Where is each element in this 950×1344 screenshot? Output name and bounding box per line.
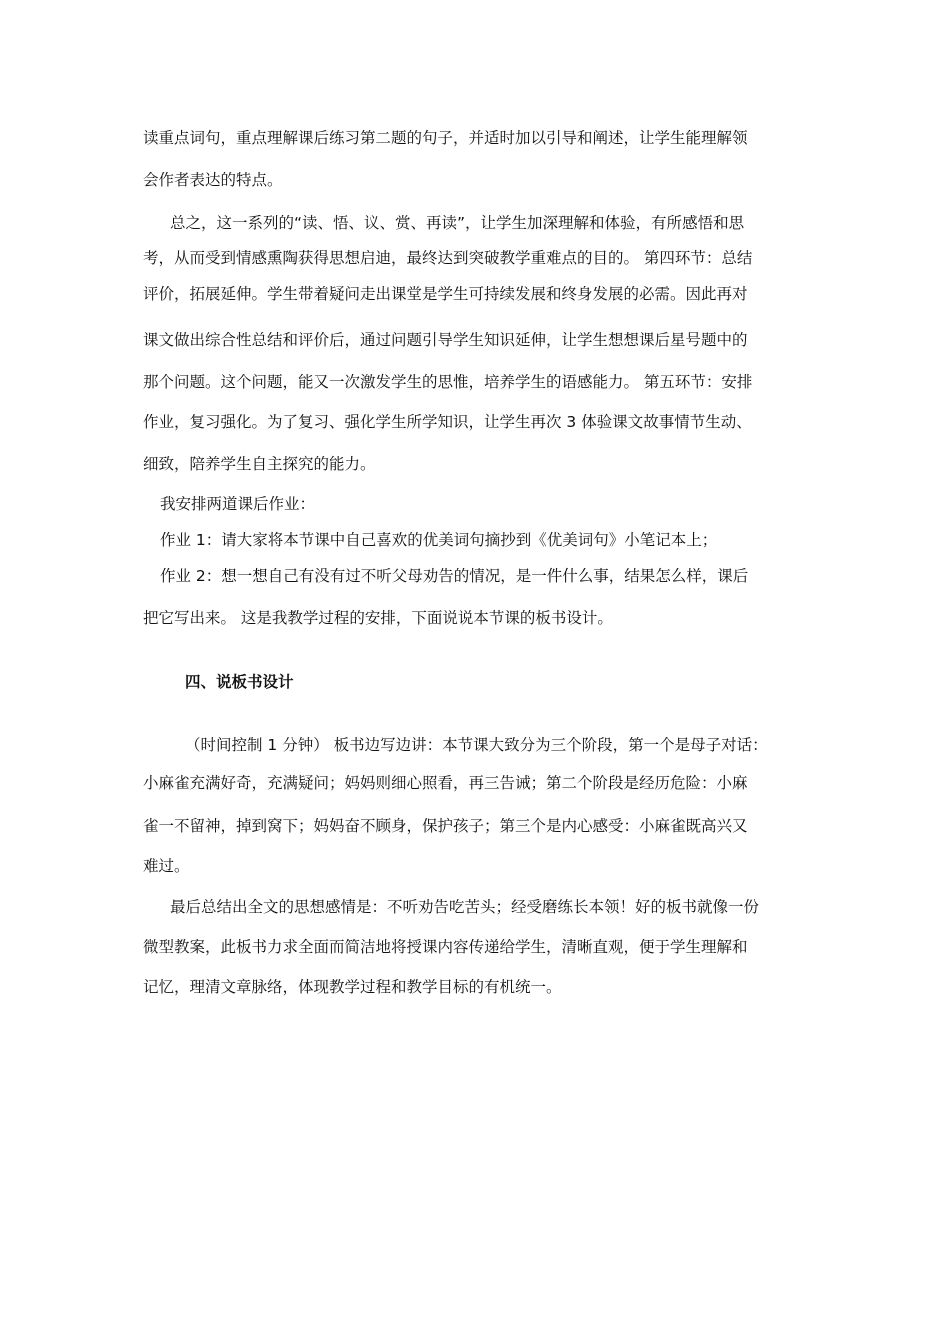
paragraph-line: 小麻雀充满好奇，充满疑问；妈妈则细心照看，再三告诫；第二个阶段是经历危险：小麻: [143, 774, 748, 792]
paragraph-line: 细致，陪养学生自主探究的能力。: [143, 455, 376, 473]
paragraph-line: 那个问题。这个问题，能又一次激发学生的思惟，培养学生的语感能力。 第五环节：安排: [143, 373, 753, 391]
paragraph-line: 记忆，理清文章脉络，体现教学过程和教学目标的有机统一。: [143, 978, 562, 996]
paragraph-line: 雀一不留神，掉到窝下；妈妈奋不顾身，保护孩子；第三个是内心感受：小麻雀既高兴又: [143, 817, 748, 835]
paragraph-line: 考，从而受到情感熏陶获得思想启迪，最终达到突破教学重难点的目的。 第四环节：总结: [143, 249, 753, 267]
paragraph-line: 微型教案，此板书力求全面而简洁地将授课内容传递给学生，清晰直观，便于学生理解和: [143, 938, 748, 956]
paragraph-line: 总之，这一系列的“读、悟、议、赏、再读”，让学生加深理解和体验，有所感悟和思: [170, 214, 745, 232]
paragraph-line: 作业 1：请大家将本节课中自己喜欢的优美词句摘抄到《优美词句》小笔记本上；: [160, 531, 718, 549]
paragraph-line: 把它写出来。 这是我教学过程的安排，下面说说本节课的板书设计。: [143, 609, 613, 627]
paragraph-line: 会作者表达的特点。: [143, 171, 283, 189]
paragraph-line: 评价，拓展延伸。学生带着疑问走出课堂是学生可持续发展和终身发展的必需。因此再对: [143, 285, 748, 303]
paragraph-line: 我安排两道课后作业：: [160, 495, 316, 513]
paragraph-line: 作业 2：想一想自己有没有过不听父母劝告的情况，是一件什么事，结果怎么样，课后: [160, 567, 749, 585]
section-heading: 四、说板书设计: [185, 673, 294, 691]
paragraph-line: 课文做出综合性总结和评价后，通过问题引导学生知识延伸，让学生想想课后星号题中的: [143, 331, 748, 349]
paragraph-line: （时间控制 1 分钟） 板书边写边讲：本节课大致分为三个阶段，第一个是母子对话：: [185, 736, 768, 754]
paragraph-line: 作业，复习强化。为了复习、强化学生所学知识，让学生再次 3 体验课文故事情节生动、: [143, 413, 752, 431]
paragraph-line: 最后总结出全文的思想感情是：不听劝告吃苦头；经受磨练长本领！好的板书就像一份: [170, 898, 760, 916]
paragraph-line: 读重点词句，重点理解课后练习第二题的句子，并适时加以引导和阐述，让学生能理解领: [143, 129, 748, 147]
paragraph-line: 难过。: [143, 857, 190, 875]
